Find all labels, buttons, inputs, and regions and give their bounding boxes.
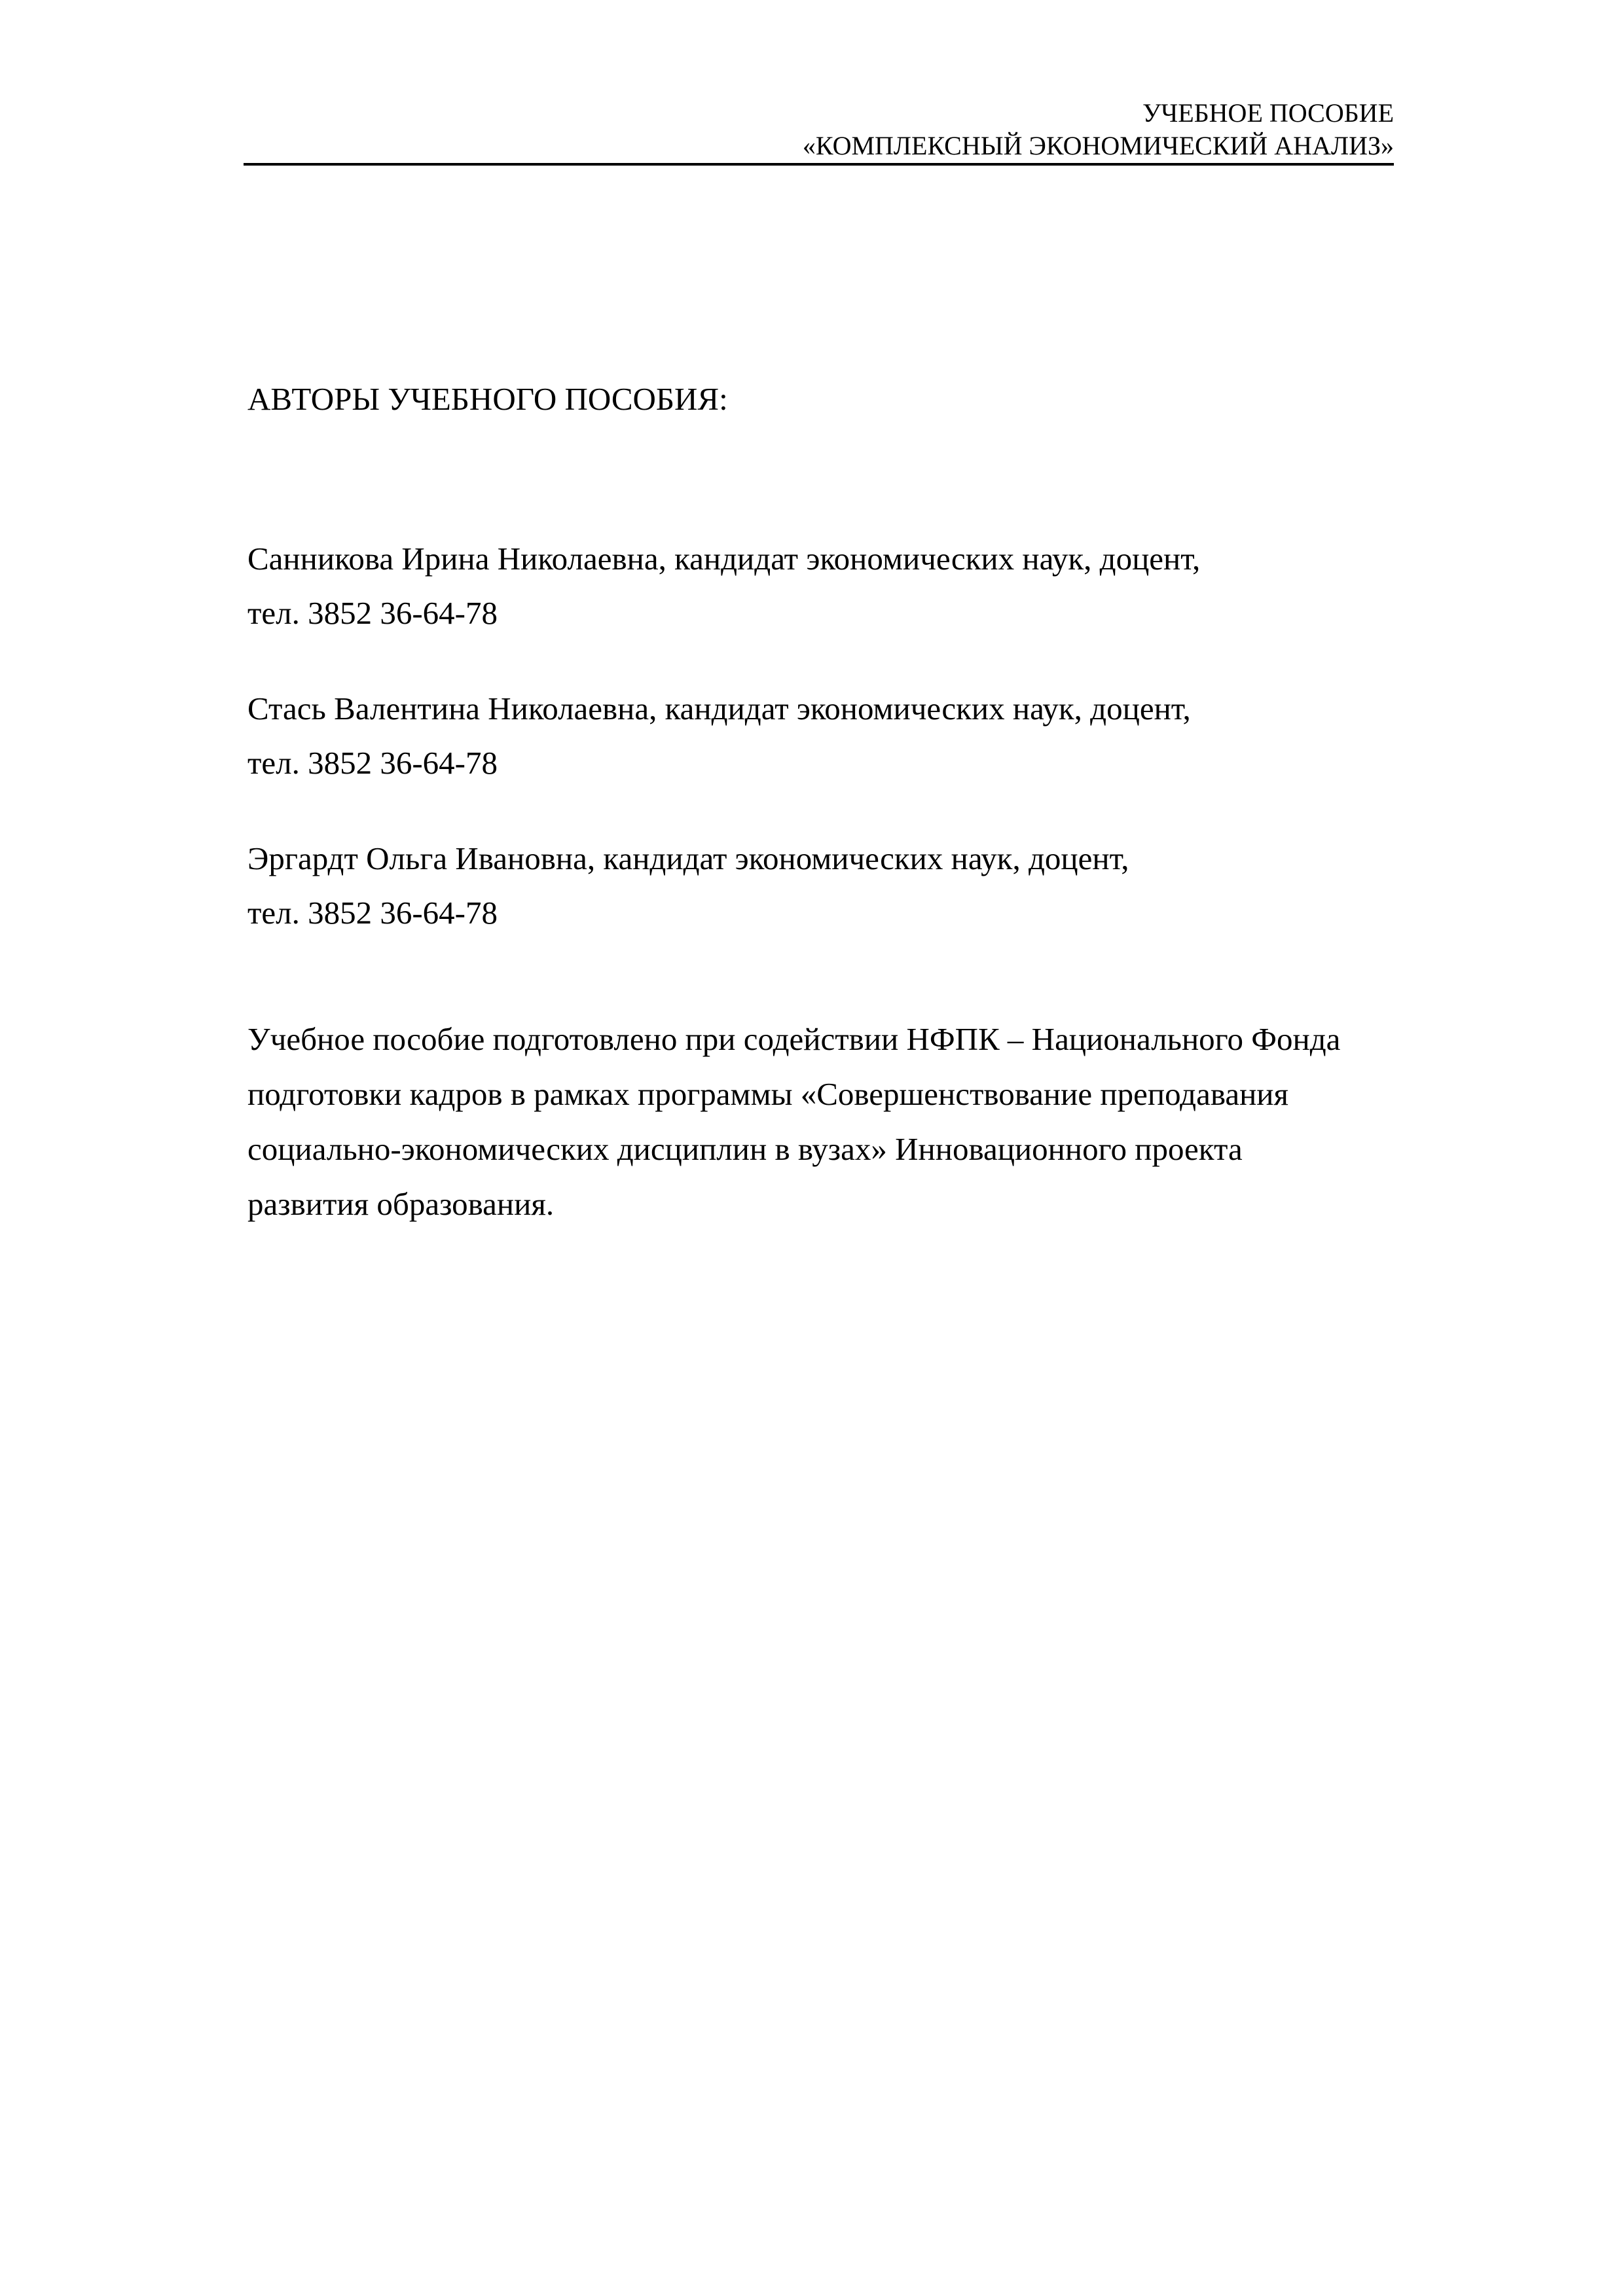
- running-header: [244, 97, 1394, 162]
- section-title: АВТОРЫ УЧЕБНОГО ПОСОБИЯ:: [247, 381, 728, 417]
- author-phone: тел. 3852 36-64-78: [247, 595, 498, 631]
- note-line: развития образования.: [247, 1186, 555, 1222]
- header-line-2: «КОМПЛЕКСНЫЙ ЭКОНОМИЧЕСКИЙ АНАЛИЗ»: [802, 131, 1394, 160]
- author-entry: [247, 531, 1400, 640]
- author-name: Санникова Ирина Николаевна, кандидат экономических наук, доцент,: [247, 541, 1201, 577]
- author-entry: [247, 681, 1400, 790]
- funding-note: [247, 1012, 1400, 1232]
- note-line: Учебное пособие подготовлено при содействии НФПК – Национального Фонда: [247, 1021, 1341, 1057]
- note-line: социально-экономических дисциплин в вузах» Инновационного проекта: [247, 1131, 1243, 1167]
- author-phone: тел. 3852 36-64-78: [247, 745, 498, 781]
- author-entry: [247, 831, 1400, 940]
- note-line: подготовки кадров в рамках программы «Совершенствование преподавания: [247, 1076, 1289, 1112]
- author-phone: тел. 3852 36-64-78: [247, 895, 498, 931]
- header-divider: [244, 163, 1394, 166]
- author-name: Стась Валентина Николаевна, кандидат экономических наук, доцент,: [247, 691, 1191, 726]
- author-name: Эргардт Ольга Ивановна, кандидат экономических наук, доцент,: [247, 840, 1129, 876]
- header-line-1: УЧЕБНОЕ ПОСОБИЕ: [1142, 98, 1394, 128]
- authors-list: [247, 531, 1400, 981]
